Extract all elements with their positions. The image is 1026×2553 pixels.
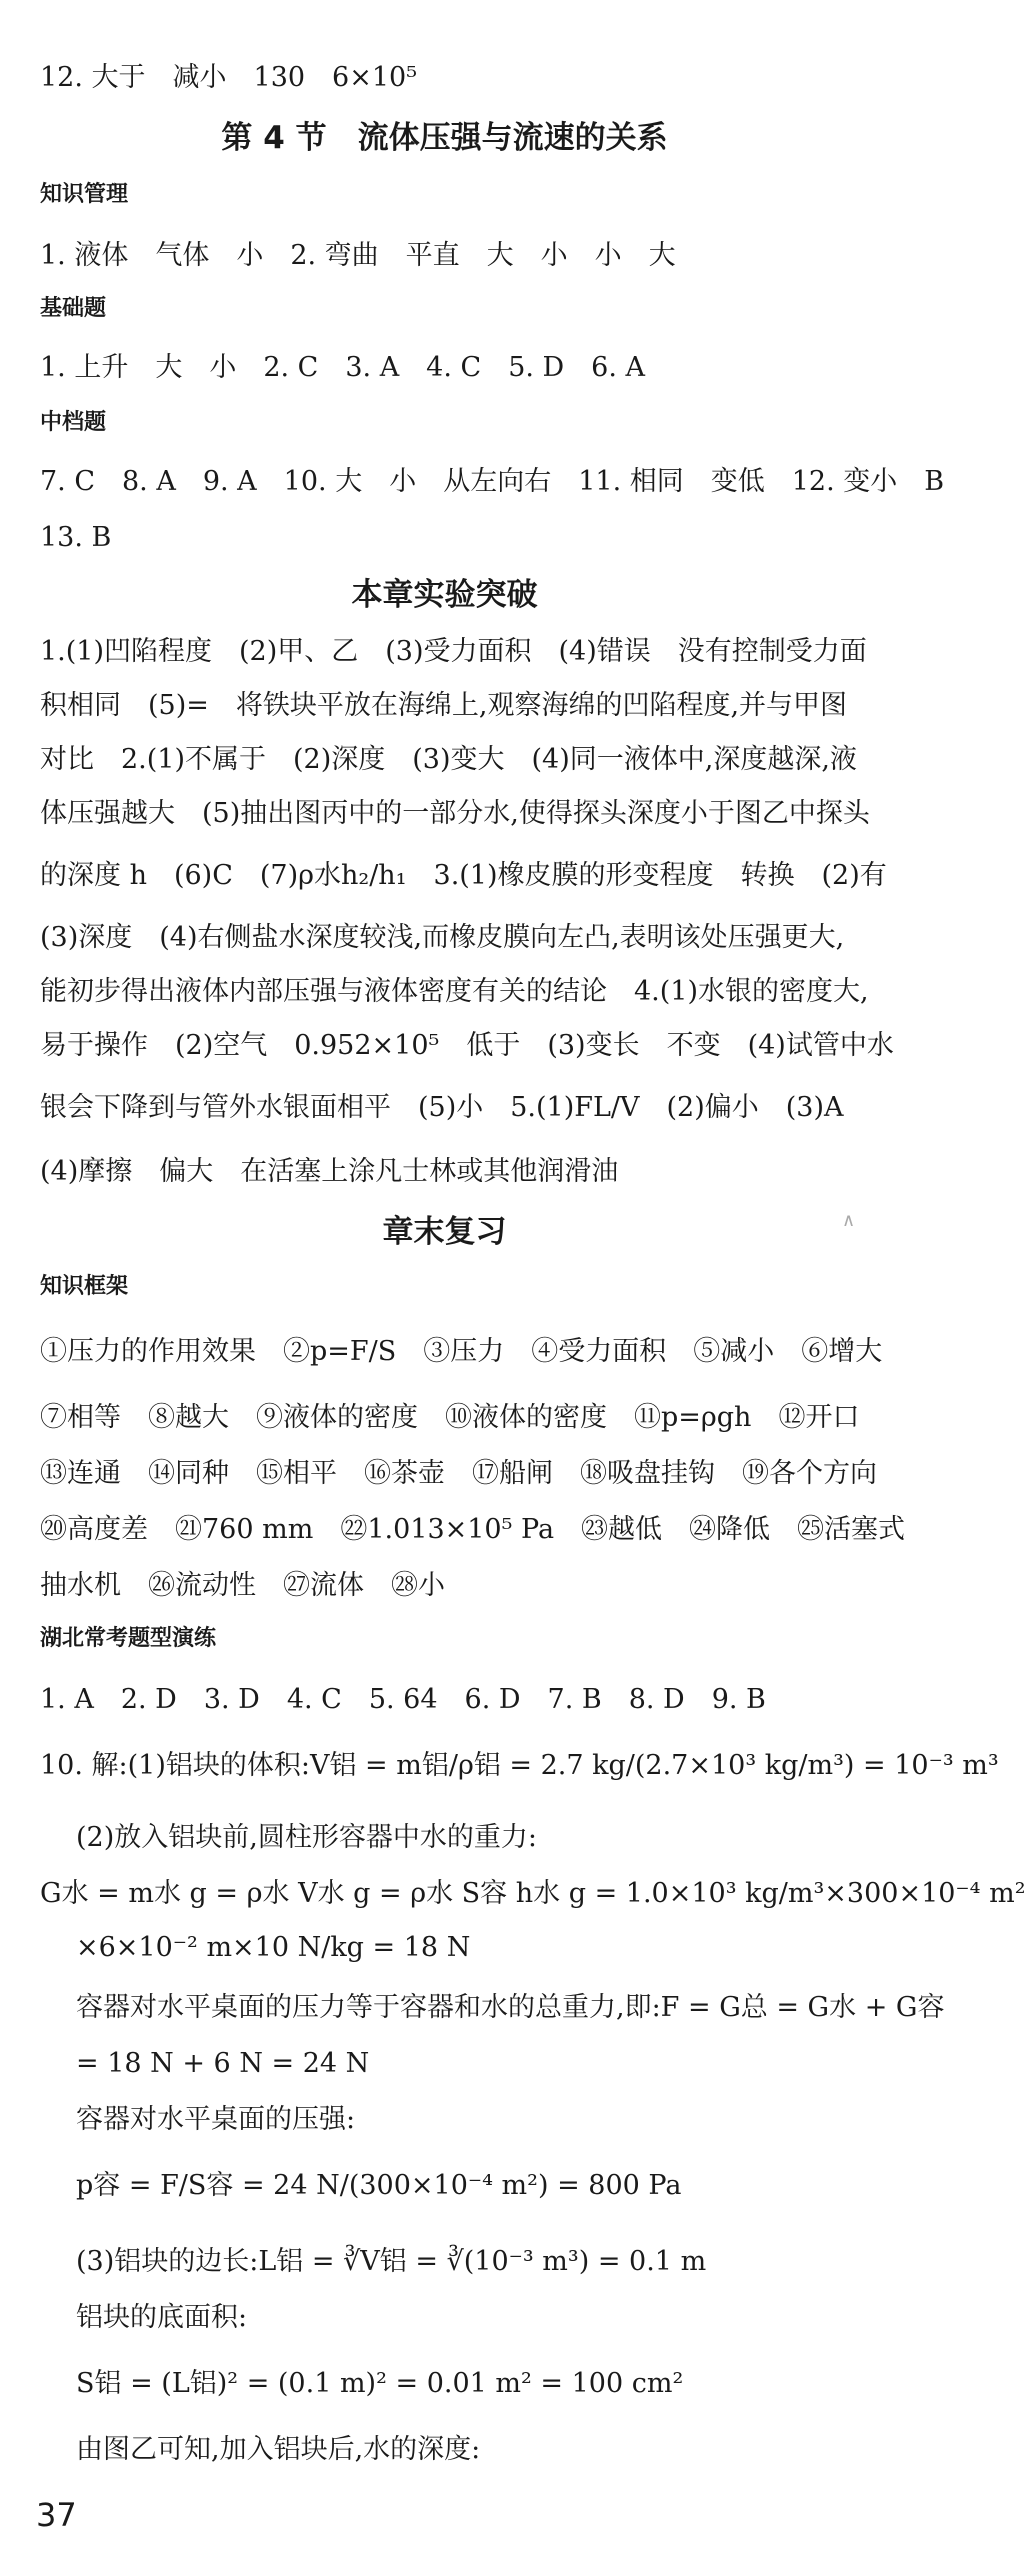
answer-line: ⑦相等 ⑧越大 ⑨液体的密度 ⑩液体的密度 ⑪p=ρgh ⑫开口 xyxy=(40,1402,860,1433)
subsection-heading: 湖北常考题型演练 xyxy=(40,1626,217,1651)
answer-line: 容器对水平桌面的压强: xyxy=(76,2104,356,2135)
answer-line: 能初步得出液体内部压强与液体密度有关的结论 4.(1)水银的密度大, xyxy=(40,976,869,1007)
answer-line: (2)放入铝块前,圆柱形容器中水的重力: xyxy=(76,1822,537,1853)
answer-line: S铝 = (L铝)² = (0.1 m)² = 0.01 m² = 100 cm² xyxy=(76,2368,684,2399)
answer-line: 的深度 h (6)C (7)ρ水h₂/h₁ 3.(1)橡皮膜的形变程度 转换 (2)有 xyxy=(40,860,887,891)
answer-line: (3)深度 (4)右侧盐水深度较浅,而橡皮膜向左凸,表明该处压强更大, xyxy=(40,922,845,953)
answer-line: 体压强越大 (5)抽出图丙中的一部分水,使得探头深度小于图乙中探头 xyxy=(40,798,870,829)
answer-line: 7. C 8. A 9. A 10. 大 小 从左向右 11. 相同 变低 12. 变小 B xyxy=(40,466,945,497)
answer-line: ×6×10⁻² m×10 N/kg = 18 N xyxy=(76,1932,471,1963)
scan-mark: ∧ xyxy=(842,1210,856,1231)
page-number: 37 xyxy=(36,2496,77,2534)
answer-line: 银会下降到与管外水银面相平 (5)小 5.(1)FL/V (2)偏小 (3)A xyxy=(40,1092,844,1123)
section-title: 第 4 节 流体压强与流速的关系 xyxy=(221,120,668,156)
answer-line: 积相同 (5)= 将铁块平放在海绵上,观察海绵的凹陷程度,并与甲图 xyxy=(40,690,848,721)
answer-line: 1. 液体 气体 小 2. 弯曲 平直 大 小 小 大 xyxy=(40,240,676,271)
section-title: 章末复习 xyxy=(382,1214,507,1250)
section-title: 本章实验突破 xyxy=(351,577,538,613)
answer-line: (3)铝块的边长:L铝 = ∛V铝 = ∛(10⁻³ m³) = 0.1 m xyxy=(76,2246,707,2277)
answer-line: 对比 2.(1)不属于 (2)深度 (3)变大 (4)同一液体中,深度越深,液 xyxy=(40,744,857,775)
answer-line: 1. 上升 大 小 2. C 3. A 4. C 5. D 6. A xyxy=(40,352,646,383)
answer-line: ⑳高度差 ㉑760 mm ㉒1.013×10⁵ Pa ㉓越低 ㉔降低 ㉕活塞式 xyxy=(40,1514,906,1545)
subsection-heading: 基础题 xyxy=(40,296,107,321)
answer-line: 1.(1)凹陷程度 (2)甲、乙 (3)受力面积 (4)错误 没有控制受力面 xyxy=(40,636,867,667)
answer-line: 13. B xyxy=(40,522,112,553)
answer-line: G水 = m水 g = ρ水 V水 g = ρ水 S容 h水 g = 1.0×10³ kg/m³×300×10⁻⁴ m² xyxy=(40,1878,1026,1909)
subsection-heading: 知识管理 xyxy=(40,182,129,207)
answer-line: 1. A 2. D 3. D 4. C 5. 64 6. D 7. B 8. D 9. B xyxy=(40,1684,766,1715)
answer-line: 12. 大于 减小 130 6×10⁵ xyxy=(40,62,418,93)
answer-line: 铝块的底面积: xyxy=(76,2302,248,2333)
answer-line: ①压力的作用效果 ②p=F/S ③压力 ④受力面积 ⑤减小 ⑥增大 xyxy=(40,1336,883,1367)
answer-line: 10. 解:(1)铝块的体积:V铝 = m铝/ρ铝 = 2.7 kg/(2.7×10³ kg/m³) = 10⁻³ m³ xyxy=(40,1750,999,1781)
answer-line: ⑬连通 ⑭同种 ⑮相平 ⑯茶壶 ⑰船闸 ⑱吸盘挂钩 ⑲各个方向 xyxy=(40,1458,877,1489)
answer-line: = 18 N + 6 N = 24 N xyxy=(76,2048,370,2079)
subsection-heading: 中档题 xyxy=(40,410,107,435)
answer-line: (4)摩擦 偏大 在活塞上涂凡士林或其他润滑油 xyxy=(40,1156,619,1187)
answer-line: 易于操作 (2)空气 0.952×10⁵ 低于 (3)变长 不变 (4)试管中水 xyxy=(40,1030,894,1061)
subsection-heading: 知识框架 xyxy=(40,1274,129,1299)
answer-line: 由图乙可知,加入铝块后,水的深度: xyxy=(76,2434,481,2465)
answer-line: p容 = F/S容 = 24 N/(300×10⁻⁴ m²) = 800 Pa xyxy=(76,2170,682,2201)
answer-line: 抽水机 ㉖流动性 ㉗流体 ㉘小 xyxy=(40,1570,445,1601)
answer-line: 容器对水平桌面的压力等于容器和水的总重力,即:F = G总 = G水 + G容 xyxy=(76,1992,945,2023)
